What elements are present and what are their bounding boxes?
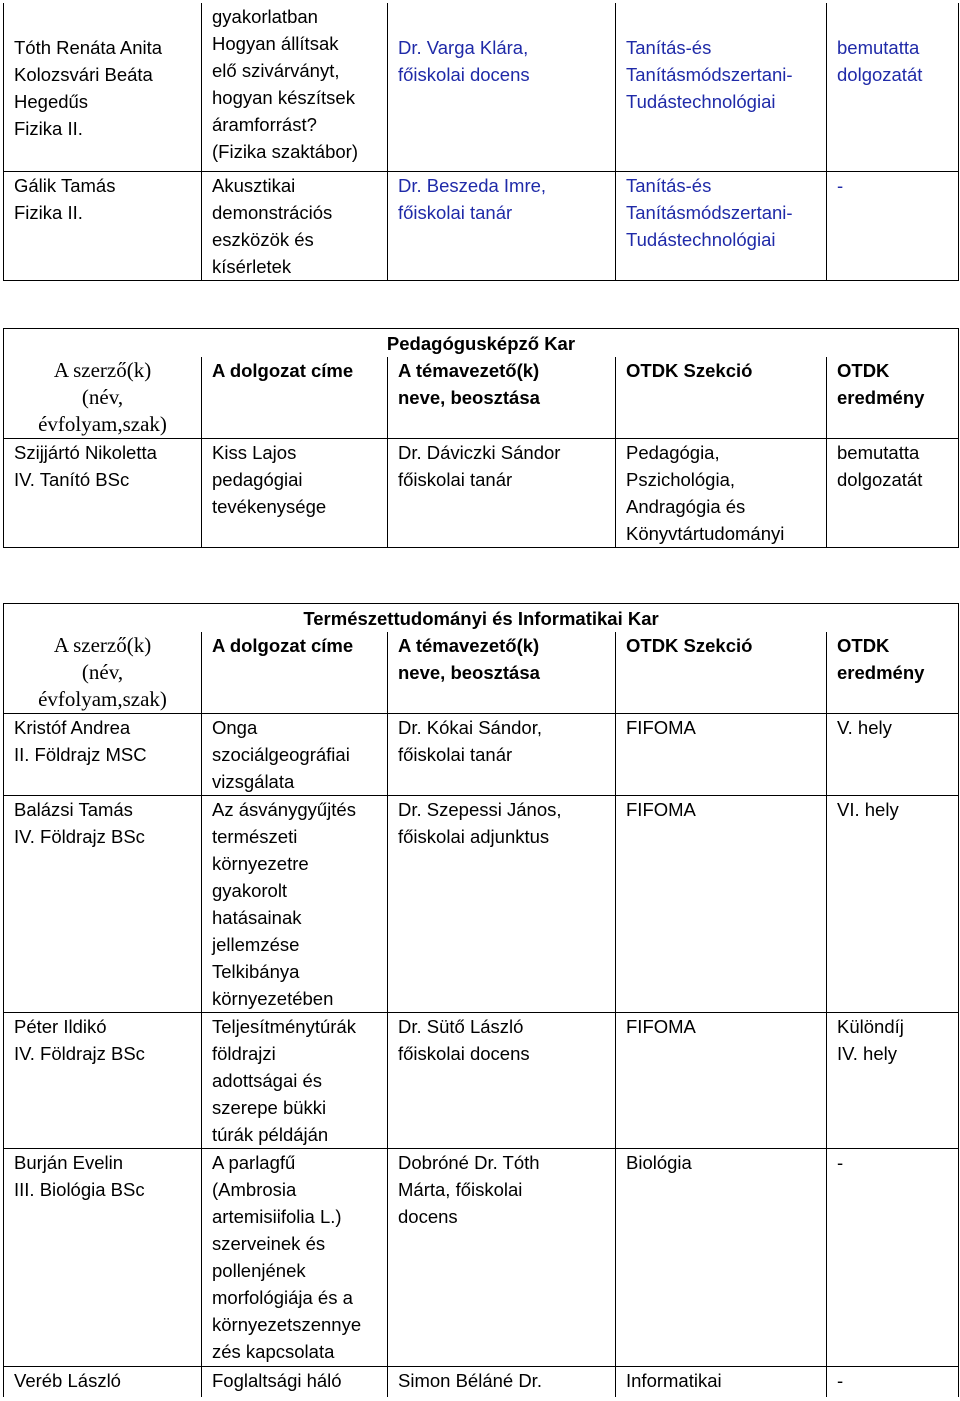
- result-text: VI. hely: [837, 799, 899, 820]
- section-text: Biológia: [626, 1152, 692, 1173]
- result-cell: [827, 714, 959, 796]
- header-author-text: A szerző(k) (név, évfolyam,szak): [38, 358, 167, 436]
- header-result-text: OTDK eredmény: [837, 635, 925, 683]
- supervisor-text: Dobróné Dr. Tóth Márta, főiskolai docens: [398, 1152, 540, 1227]
- author-cell: [4, 1013, 202, 1149]
- section-text: FIFOMA: [626, 799, 696, 820]
- pedagogus-results-table: [3, 328, 959, 548]
- title-text: Az ásványgyűjtés természeti környezetre gyakorolt hatásainak jellemzése Telkibánya környezetében: [212, 799, 356, 1009]
- section-cell: [616, 796, 827, 1013]
- supervisor-cell: [388, 796, 616, 1013]
- section-cell: [616, 439, 827, 548]
- author-text: Tóth Renáta Anita Kolozsvári Beáta Hegedűs Fizika II.: [14, 37, 163, 139]
- result-cell: [827, 1149, 959, 1367]
- header-result-text: OTDK eredmény: [837, 360, 925, 408]
- section-text: Pedagógia, Pszichológia, Andragógia és Könyvtártudományi: [626, 442, 785, 544]
- result-cell: [827, 796, 959, 1013]
- section-cell: [616, 714, 827, 796]
- author-text: Péter Ildikó IV. Földrajz BSc: [14, 1016, 145, 1064]
- section-cell: [616, 3, 827, 171]
- author-text: Veréb László: [14, 1370, 121, 1391]
- title-text: Onga szociálgeográfiai vizsgálata: [212, 717, 350, 792]
- table-row: [4, 3, 959, 171]
- title-text: Kiss Lajos pedagógiai tevékenysége: [212, 442, 327, 517]
- header-supervisor-text: A témavezető(k) neve, beosztása: [398, 360, 540, 408]
- header-supervisor-text: A témavezető(k) neve, beosztása: [398, 635, 540, 683]
- result-cell: [827, 171, 959, 280]
- header-author: [4, 632, 202, 714]
- result-cell: [827, 1013, 959, 1149]
- supervisor-cell: [388, 439, 616, 548]
- header-section: [616, 357, 827, 439]
- supervisor-text: Dr. Dáviczki Sándor főiskolai tanár: [398, 442, 561, 490]
- author-cell: [4, 171, 202, 280]
- title-text: Teljesítménytúrák földrajzi adottságai és szerepe bükki túrák példáján: [212, 1016, 356, 1145]
- table-row: [4, 1367, 959, 1397]
- faculty-title-row: [4, 329, 959, 358]
- author-text: Szijjártó Nikoletta IV. Tanító BSc: [14, 442, 157, 490]
- supervisor-text: Dr. Sütő László főiskolai docens: [398, 1016, 530, 1064]
- result-cell: [827, 3, 959, 171]
- title-cell: [202, 1367, 388, 1397]
- table-row: [4, 714, 959, 796]
- title-cell: [202, 439, 388, 548]
- fizika-results-table: [3, 3, 959, 281]
- author-cell: [4, 796, 202, 1013]
- header-row: [4, 632, 959, 714]
- header-supervisor: [388, 357, 616, 439]
- header-result: [827, 357, 959, 439]
- result-text: V. hely: [837, 717, 892, 738]
- table-row: [4, 439, 959, 548]
- supervisor-text: Simon Béláné Dr.: [398, 1370, 542, 1391]
- header-title-text: A dolgozat címe: [212, 635, 354, 656]
- header-section-text: OTDK Szekció: [626, 360, 753, 381]
- section-text: Tanítás-és Tanításmódszertani- Tudástechnológiai: [626, 37, 793, 112]
- author-cell: [4, 3, 202, 171]
- table-row: [4, 171, 959, 280]
- supervisor-cell: [388, 714, 616, 796]
- faculty-title-cell: [4, 329, 959, 358]
- faculty-title-row: [4, 604, 959, 633]
- termtud-results-table: [3, 603, 959, 1397]
- header-section-text: OTDK Szekció: [626, 635, 753, 656]
- author-cell: [4, 714, 202, 796]
- header-supervisor: [388, 632, 616, 714]
- supervisor-text: Dr. Beszeda Imre, főiskolai tanár: [398, 174, 547, 223]
- result-cell: [827, 439, 959, 548]
- faculty-title: Pedagógusképző Kar: [386, 333, 576, 354]
- title-cell: [202, 1013, 388, 1149]
- table-row: [4, 1013, 959, 1149]
- supervisor-text: Dr. Szepessi János, főiskolai adjunktus: [398, 799, 562, 847]
- section-text: Tanítás-és Tanításmódszertani- Tudástechnológiai: [626, 174, 793, 250]
- author-cell: [4, 1149, 202, 1367]
- result-text: Különdíj IV. hely: [837, 1016, 904, 1064]
- title-cell: [202, 3, 388, 171]
- table-row: [4, 1149, 959, 1367]
- author-text: Gálik Tamás Fizika II.: [14, 174, 116, 223]
- header-title-text: A dolgozat címe: [212, 360, 354, 381]
- supervisor-cell: [388, 1149, 616, 1367]
- author-text: Burján Evelin III. Biológia BSc: [14, 1152, 145, 1200]
- result-text: bemutatta dolgozatát: [837, 37, 923, 85]
- section-cell: [616, 1149, 827, 1367]
- supervisor-cell: [388, 1367, 616, 1397]
- title-cell: [202, 171, 388, 280]
- title-cell: [202, 796, 388, 1013]
- result-text: bemutatta dolgozatát: [837, 442, 923, 490]
- section-text: FIFOMA: [626, 1016, 696, 1037]
- title-cell: [202, 714, 388, 796]
- section-text: FIFOMA: [626, 717, 696, 738]
- supervisor-text: Dr. Varga Klára, főiskolai docens: [398, 37, 530, 85]
- supervisor-cell: [388, 171, 616, 280]
- header-section: [616, 632, 827, 714]
- title-text: A parlagfű (Ambrosia artemisiifolia L.) szerveinek és pollenjének morfológiája és a környezetszennye zés kapcsolata: [212, 1152, 362, 1362]
- title-text: gyakorlatban Hogyan állítsak elő szivárványt, hogyan készítsek áramforrást? (Fizika szaktábor): [212, 6, 358, 162]
- result-text: -: [837, 1152, 844, 1173]
- result-text: -: [837, 174, 844, 196]
- supervisor-text: Dr. Kókai Sándor, főiskolai tanár: [398, 717, 542, 765]
- supervisor-cell: [388, 3, 616, 171]
- result-text: -: [837, 1370, 844, 1391]
- faculty-title: Természettudományi és Informatikai Kar: [303, 608, 659, 629]
- table-row: [4, 796, 959, 1013]
- section-text: Informatikai: [626, 1370, 722, 1391]
- header-result: [827, 632, 959, 714]
- author-cell: [4, 1367, 202, 1397]
- header-title: [202, 357, 388, 439]
- header-author: [4, 357, 202, 439]
- title-text: Foglaltsági háló: [212, 1370, 342, 1391]
- section-cell: [616, 171, 827, 280]
- title-cell: [202, 1149, 388, 1367]
- header-row: [4, 357, 959, 439]
- author-text: Kristóf Andrea II. Földrajz MSC: [14, 717, 147, 765]
- header-author-text: A szerző(k) (név, évfolyam,szak): [38, 633, 167, 711]
- section-cell: [616, 1367, 827, 1397]
- title-text: Akusztikai demonstrációs eszközök és kísérletek: [212, 174, 333, 277]
- result-cell: [827, 1367, 959, 1397]
- header-title: [202, 632, 388, 714]
- supervisor-cell: [388, 1013, 616, 1149]
- faculty-title-cell: [4, 604, 959, 633]
- section-cell: [616, 1013, 827, 1149]
- author-cell: [4, 439, 202, 548]
- author-text: Balázsi Tamás IV. Földrajz BSc: [14, 799, 145, 847]
